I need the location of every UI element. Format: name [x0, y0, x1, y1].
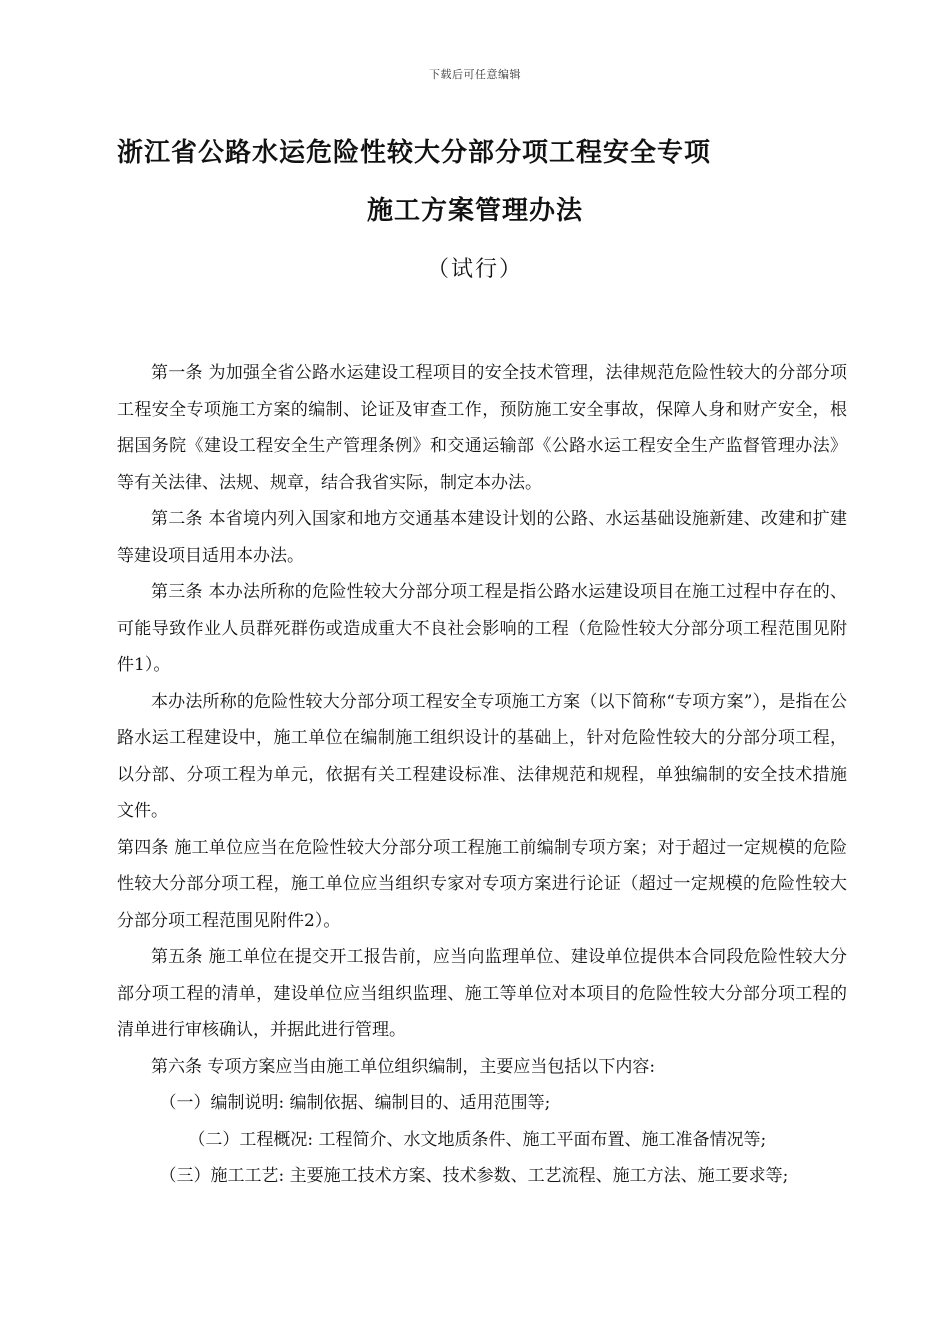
article-4: 第四条 施工单位应当在危险性较大分部分项工程施工前编制专项方案；对于超过一定规模的危险性较大分部分项工程，施工单位应当组织专家对专项方案进行论证（超过一定规模的危险性较大分部分项工程范围见附件2）。 [117, 837, 847, 931]
article-6-item-1: （一）编制说明: 编制依据、编制目的、适用范围等; [159, 1093, 551, 1113]
header-note: 下载后可任意编辑 [429, 68, 521, 81]
article-2: 第二条 本省境内列入国家和地方交通基本建设计划的公路、水运基础设施新建、改建和扩建等建设项目适用本办法。 [117, 509, 847, 566]
document-title-line1: 浙江省公路水运危险性较大分部分项工程安全专项 [117, 138, 712, 168]
article-3-definition: 本办法所称的危险性较大分部分项工程安全专项施工方案（以下简称“专项方案”），是指在公路水运工程建设中，施工单位在编制施工组织设计的基础上，针对危险性较大的分部分项工程，以分部、分项工程为单元，依据有关工程建设标准、法律规范和规程，单独编制的安全技术措施文件。 [117, 691, 847, 821]
article-6-item-2: （二）工程概况: 工程简介、水文地质条件、施工平面布置、施工准备情况等; [188, 1129, 767, 1150]
document-subtitle: （试行） [426, 257, 523, 282]
article-5: 第五条 施工单位在提交开工报告前，应当向监理单位、建设单位提供本合同段危险性较大分部分项工程的清单，建设单位应当组织监理、施工等单位对本项目的危险性较大分部分项工程的清单进行审核确认，并据此进行管理。 [117, 947, 847, 1040]
article-1: 第一条 为加强全省公路水运建设工程项目的安全技术管理，法律规范危险性较大的分部分项工程安全专项施工方案的编制、论证及审查工作，预防施工安全事故，保障人身和财产安全，根据国务院《建设工程安全生产管理条例》和交通运输部《公路水运工程安全生产监督管理办法》等有关法律、法规、规章，结合我省实际，制定本办法。 [117, 363, 847, 493]
article-6: 第六条 专项方案应当由施工单位组织编制，主要应当包括以下内容: [151, 1056, 656, 1077]
article-6-item-3: （三）施工工艺: 主要施工技术方案、技术参数、工艺流程、施工方法、施工要求等; [159, 1166, 789, 1186]
document-body [117, 355, 847, 1195]
document-title-line2: 施工方案管理办法 [366, 196, 583, 226]
article-3: 第三条 本办法所称的危险性较大分部分项工程是指公路水运建设项目在施工过程中存在的、可能导致作业人员群死群伤或造成重大不良社会影响的工程（危险性较大分部分项工程范围见附件1）。 [117, 582, 847, 675]
